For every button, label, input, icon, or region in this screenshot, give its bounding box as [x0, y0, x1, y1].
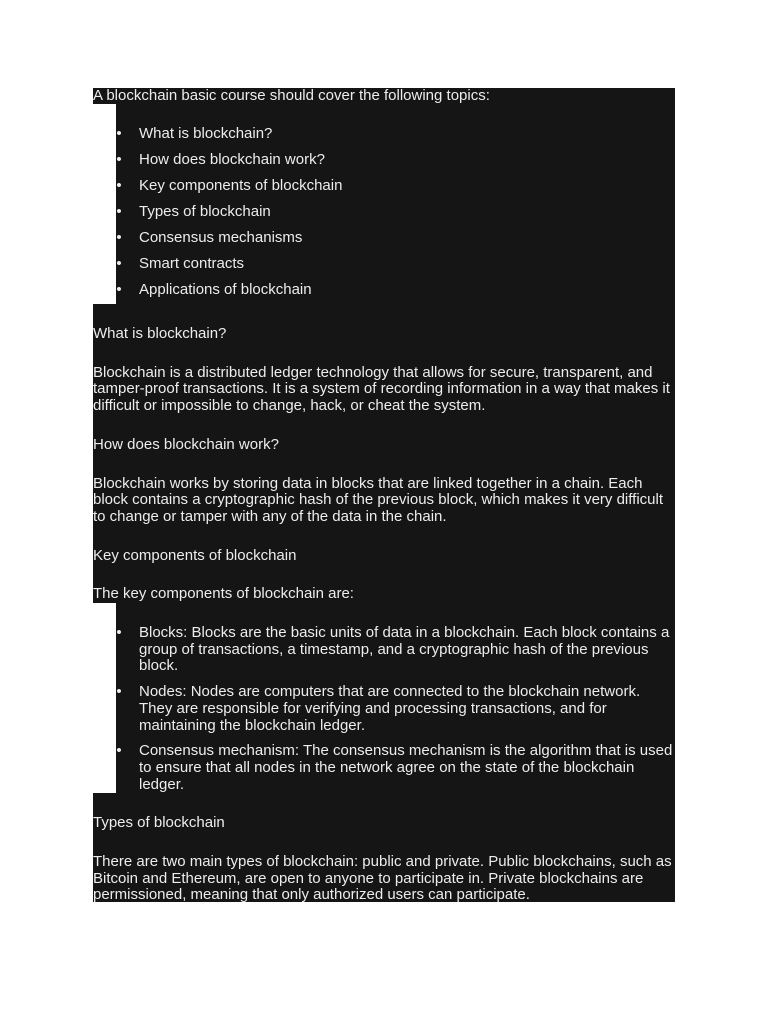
topic-label: Key components of blockchain [139, 177, 343, 194]
topic-label: Applications of blockchain [139, 281, 312, 298]
section-body: There are two main types of blockchain: public and private. Public blockchains, such as Bitcoin and Ethereum, are open to anyone to participate in. Private blockchains are permissioned, meaning that only authorized users can participate. [93, 853, 672, 904]
topic-label: Types of blockchain [139, 203, 271, 220]
list-item [116, 178, 675, 204]
section-body: Blockchain is a distributed ledger technology that allows for secure, transparent, and tamper-proof transactions. It is a system of recording information in a way that makes it difficult or impossible to change, hack, or cheat the system. [93, 363, 670, 415]
topic-label: What is blockchain? [139, 125, 273, 142]
topics-list [93, 104, 675, 304]
bullet-icon: • [116, 683, 122, 701]
section-heading: Types of blockchain [93, 814, 225, 832]
list-item [116, 152, 675, 178]
list-item [116, 126, 675, 152]
list-item [116, 625, 675, 675]
bullet-icon: • [116, 203, 122, 220]
bullet-icon: • [116, 229, 122, 246]
topic-label: How does blockchain work? [139, 151, 325, 168]
list-item [116, 256, 675, 282]
bullet-icon: • [116, 255, 122, 272]
bullet-icon: • [116, 742, 122, 760]
list-item [116, 684, 675, 734]
component-text: Nodes: Nodes are computers that are connected to the blockchain network. They are responsible for verifying and processing transactions, and for maintaining the blockchain ledger. [139, 683, 641, 734]
bullet-icon: • [116, 125, 122, 142]
bullet-icon: • [116, 624, 122, 642]
section-heading: What is blockchain? [93, 325, 227, 342]
list-item [116, 282, 675, 304]
section-body: Blockchain works by storing data in blocks that are linked together in a chain. Each block contains a cryptographic hash of the previous block, which makes it very difficult to change or tamper with any of the data in the chain. [93, 474, 663, 525]
bullet-icon: • [116, 281, 122, 298]
section-heading: How does blockchain work? [93, 435, 279, 453]
list-item [116, 230, 675, 256]
component-text: Blocks: Blocks are the basic units of data in a blockchain. Each block contains a group of transactions, a timestamp, and a cryptographic hash of the previous block. [139, 624, 670, 675]
intro-block [93, 88, 675, 104]
section-body: The key components of blockchain are: [93, 585, 354, 603]
intro-text: A blockchain basic course should cover the following topics: [93, 87, 490, 104]
bullet-icon: • [116, 177, 122, 194]
component-text: Consensus mechanism: The consensus mechanism is the algorithm that is used to ensure that all nodes in the network agree on the state of the blockchain ledger. [139, 742, 673, 793]
document-page [93, 87, 675, 904]
what-section [93, 304, 675, 603]
section-heading: Key components of blockchain [93, 546, 297, 564]
types-section [93, 793, 675, 902]
list-item [116, 743, 675, 793]
topic-label: Consensus mechanisms [139, 229, 303, 246]
bullet-icon: • [116, 151, 122, 168]
topic-label: Smart contracts [139, 255, 245, 272]
list-item [116, 204, 675, 230]
components-list [93, 603, 675, 793]
